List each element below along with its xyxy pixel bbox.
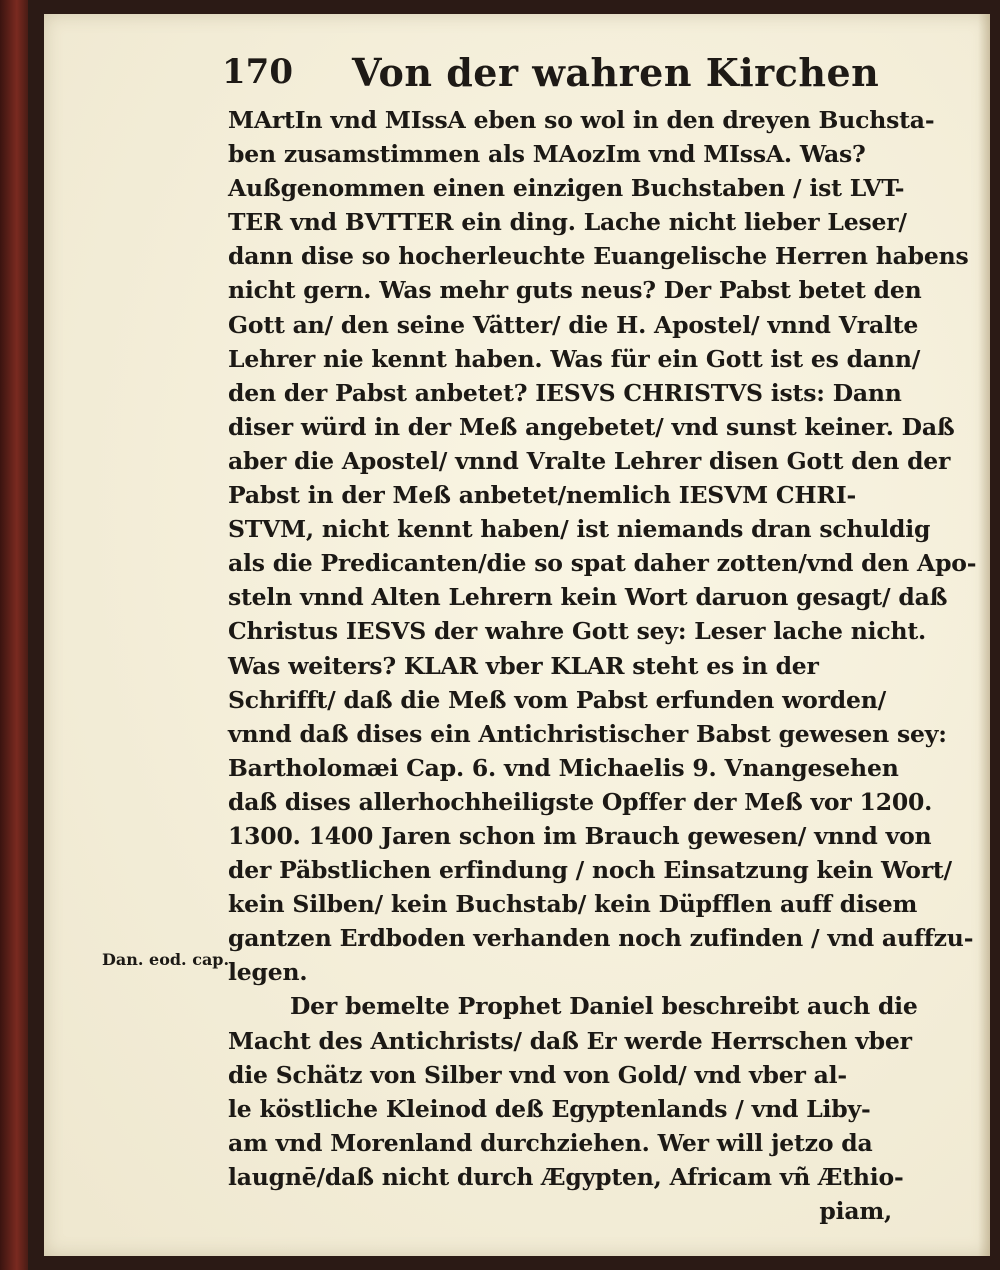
text-line: Bartholomæi Cap. 6. vnd Michaelis 9. Vnangesehen	[228, 753, 899, 782]
page-number: 170	[222, 52, 293, 92]
text-line: Der bemelte Prophet Daniel beschreibt auch die	[290, 992, 918, 1021]
text-line: legen.	[228, 958, 308, 987]
text-line: aber die Apostel/ vnnd Vralte Lehrer disen Gott den der	[228, 446, 951, 475]
text-line: als die Predicanten/die so spat daher zotten/vnd den Apo-	[228, 549, 977, 578]
text-line: Christus IESVS der wahre Gott sey: Leser lache nicht.	[228, 617, 927, 646]
text-line: 1300. 1400 Jaren schon im Brauch gewesen/ vnnd von	[228, 821, 932, 850]
page-header	[222, 52, 922, 100]
text-line: die Schätz von Silber vnd von Gold/ vnd vber al-	[228, 1060, 847, 1089]
text-line: daß dises allerhochheiligste Opffer der Meß vor 1200.	[228, 787, 933, 816]
text-line: kein Silben/ kein Buchstab/ kein Düpfflen auff disem	[228, 890, 918, 919]
text-line: am vnd Morenland durchziehen. Wer will jetzo da	[228, 1128, 873, 1157]
text-line: steln vnnd Alten Lehrern kein Wort daruon gesagt/ daß	[228, 583, 948, 612]
running-title: Von der wahren Kirchen	[352, 50, 880, 95]
text-line: vnnd daß dises ein Antichristischer Babst gewesen sey:	[228, 719, 947, 748]
text-line: der Päbstlichen erfindung / noch Einsatzung kein Wort/	[228, 856, 952, 885]
text-line: Gott an/ den seine Vätter/ die H. Apostel/ vnnd Vralte	[228, 310, 919, 339]
page-edge-shadow	[978, 14, 990, 1256]
text-line: nicht gern. Was mehr guts neus? Der Pabst betet den	[228, 276, 922, 305]
text-line: laugnē/daß nicht durch Ægypten, Africam vñ Æthio-	[228, 1162, 904, 1191]
book-spine	[0, 0, 28, 1270]
text-line: diser würd in der Meß angebetet/ vnd sunst keiner. Daß	[228, 412, 955, 441]
text-line: STVM, nicht kennt haben/ ist niemands dran schuldig	[228, 515, 931, 544]
text-line: den der Pabst anbetet? IESVS CHRISTVS ists: Dann	[228, 378, 902, 407]
text-line: MArtIn vnd MIssA eben so wol in den dreyen Buchsta-	[228, 106, 935, 134]
catchword: piam,	[819, 1197, 892, 1225]
text-line: Schrifft/ daß die Meß vom Pabst erfunden worden/	[228, 685, 887, 714]
text-line: ben zusamstimmen als MAozIm vnd MIssA. Was?	[228, 140, 866, 169]
text-line: Macht des Antichrists/ daß Er werde Herrschen vber	[228, 1026, 912, 1055]
text-line: dann dise so hocherleuchte Euangelische Herren habens	[228, 242, 969, 271]
text-line: Was weiters? KLAR vber KLAR steht es in der	[228, 651, 819, 680]
text-line: Pabst in der Meß anbetet/nemlich IESVM CHRI-	[228, 481, 857, 510]
margin-note: Dan. eod. cap.	[102, 950, 230, 969]
body-text	[228, 103, 977, 1228]
text-line: TER vnd BVTTER ein ding. Lache nicht lieber Leser/	[228, 208, 907, 237]
text-line: Außgenommen einen einzigen Buchstaben / ist LVT-	[228, 174, 905, 203]
text-line: Lehrer nie kennt haben. Was für ein Gott ist es dann/	[228, 344, 921, 373]
text-line: le köstliche Kleinod deß Egyptenlands / vnd Liby-	[228, 1094, 871, 1123]
text-line: gantzen Erdboden verhanden noch zufinden / vnd auffzu-	[228, 924, 974, 953]
